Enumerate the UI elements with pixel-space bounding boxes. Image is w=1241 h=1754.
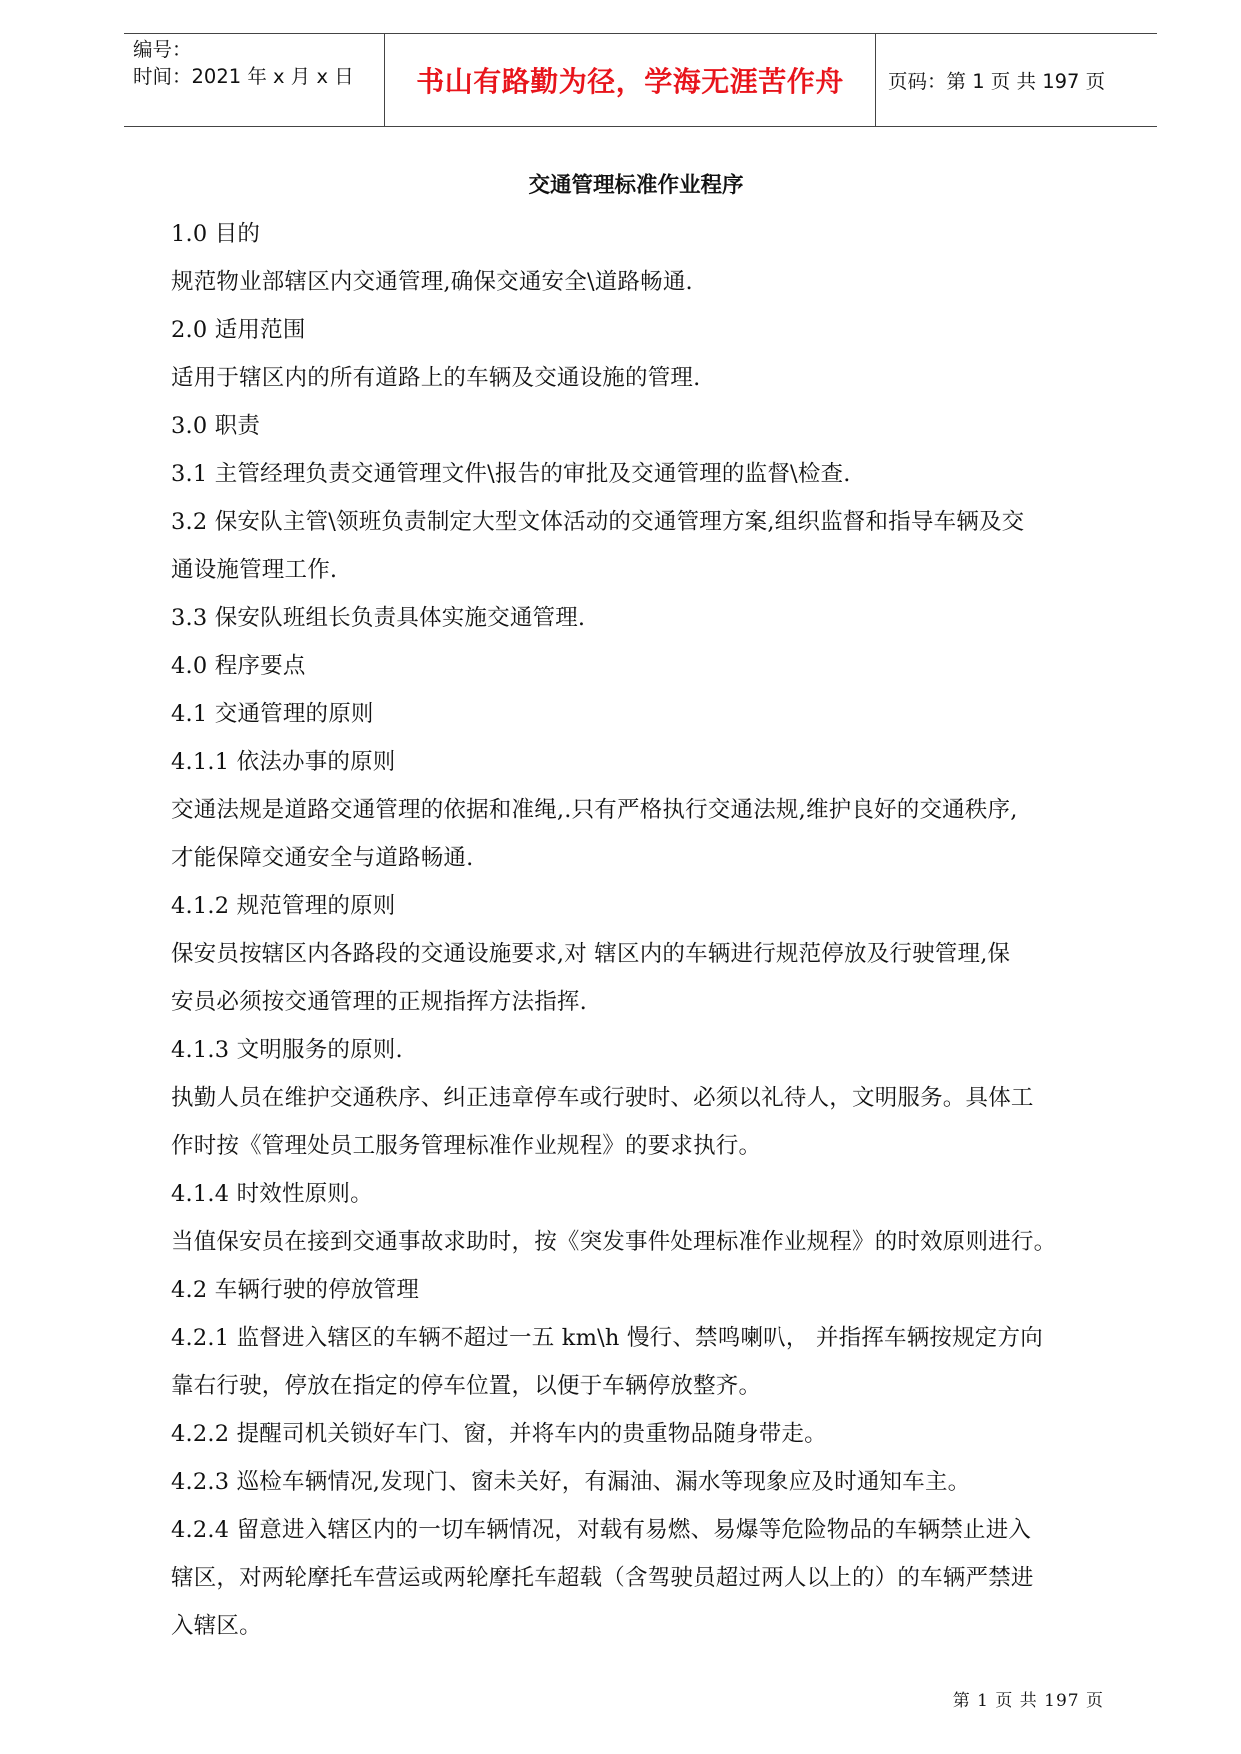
paragraph-line: 作时按《管理处员工服务管理标准作业规程》的要求执行。 <box>171 1133 762 1159</box>
paragraph-line: 3.0 职责 <box>171 413 261 439</box>
paragraph-line: 保安员按辖区内各路段的交通设施要求,对 辖区内的车辆进行规范停放及行驶管理,保 <box>171 941 1011 967</box>
motto: 书山有路勤为径，学海无涯苦作舟 <box>384 34 876 126</box>
paragraph-line: 4.2.2 提醒司机关锁好车门、窗，并将车内的贵重物品随身带走。 <box>171 1421 827 1447</box>
paragraph-line: 4.1 交通管理的原则 <box>171 701 374 727</box>
page-footer: 第 1 页 共 197 页 <box>952 1691 1104 1711</box>
paragraph-line: 才能保障交通安全与道路畅通. <box>171 845 474 871</box>
paragraph-line: 3.2 保安队主管\领班负责制定大型文体活动的交通管理方案,组织监督和指导车辆及交 <box>171 509 1025 535</box>
paragraph-line: 4.2.3 巡检车辆情况,发现门、窗未关好，有漏油、漏水等现象应及时通知车主。 <box>171 1469 971 1495</box>
paragraph-line: 适用于辖区内的所有道路上的车辆及交通设施的管理. <box>171 365 701 391</box>
document-title: 交通管理标准作业程序 <box>528 173 744 198</box>
paragraph-line: 辖区，对两轮摩托车营运或两轮摩托车超载（含驾驶员超过两人以上的）的车辆严禁进 <box>171 1565 1034 1591</box>
paragraph-line: 规范物业部辖区内交通管理,确保交通安全\道路畅通. <box>171 269 693 295</box>
paragraph-line: 安员必须按交通管理的正规指挥方法指挥. <box>171 989 587 1015</box>
paragraph-line: 4.1.3 文明服务的原则. <box>171 1037 403 1063</box>
paragraph-line: 执勤人员在维护交通秩序、纠正违章停车或行驶时、必须以礼待人，文明服务。具体工 <box>171 1085 1034 1111</box>
paragraph-line: 3.3 保安队班组长负责具体实施交通管理. <box>171 605 586 631</box>
document-body <box>171 210 1115 1650</box>
paragraph-line: 通设施管理工作. <box>171 557 338 583</box>
header-meta <box>124 34 384 126</box>
paragraph-line: 当值保安员在接到交通事故求助时，按《突发事件处理标准作业规程》的时效原则进行。 <box>171 1229 1057 1255</box>
paragraph-line: 4.0 程序要点 <box>171 653 306 679</box>
paragraph-line: 靠右行驶，停放在指定的停车位置，以便于车辆停放整齐。 <box>171 1373 762 1399</box>
paragraph-line: 交通法规是道路交通管理的依据和准绳,.只有严格执行交通法规,维护良好的交通秩序, <box>171 797 1018 823</box>
paragraph-line: 4.2.1 监督进入辖区的车辆不超过一五 km\h 慢行、禁鸣喇叭， 并指挥车辆按规定方向 <box>171 1325 1043 1351</box>
paragraph-line: 2.0 适用范围 <box>171 317 306 343</box>
paragraph-line: 1.0 目的 <box>171 221 261 247</box>
paragraph-line: 3.1 主管经理负责交通管理文件\报告的审批及交通管理的监督\检查. <box>171 461 851 487</box>
paragraph-line: 入辖区。 <box>171 1613 262 1639</box>
page-info: 页码：第 1 页 共 197 页 <box>888 70 1106 93</box>
number-label: 编号： <box>133 38 192 61</box>
paragraph-line: 4.2 车辆行驶的停放管理 <box>171 1277 420 1303</box>
header-table <box>124 33 1157 127</box>
paragraph-line: 4.1.1 依法办事的原则 <box>171 749 396 775</box>
date-line: 时间：2021 年 x 月 x 日 <box>133 65 354 88</box>
paragraph-line: 4.2.4 留意进入辖区内的一切车辆情况，对载有易燃、易爆等危险物品的车辆禁止进入 <box>171 1517 1032 1543</box>
paragraph-line: 4.1.2 规范管理的原则 <box>171 893 396 919</box>
paragraph-line: 4.1.4 时效性原则。 <box>171 1181 373 1207</box>
